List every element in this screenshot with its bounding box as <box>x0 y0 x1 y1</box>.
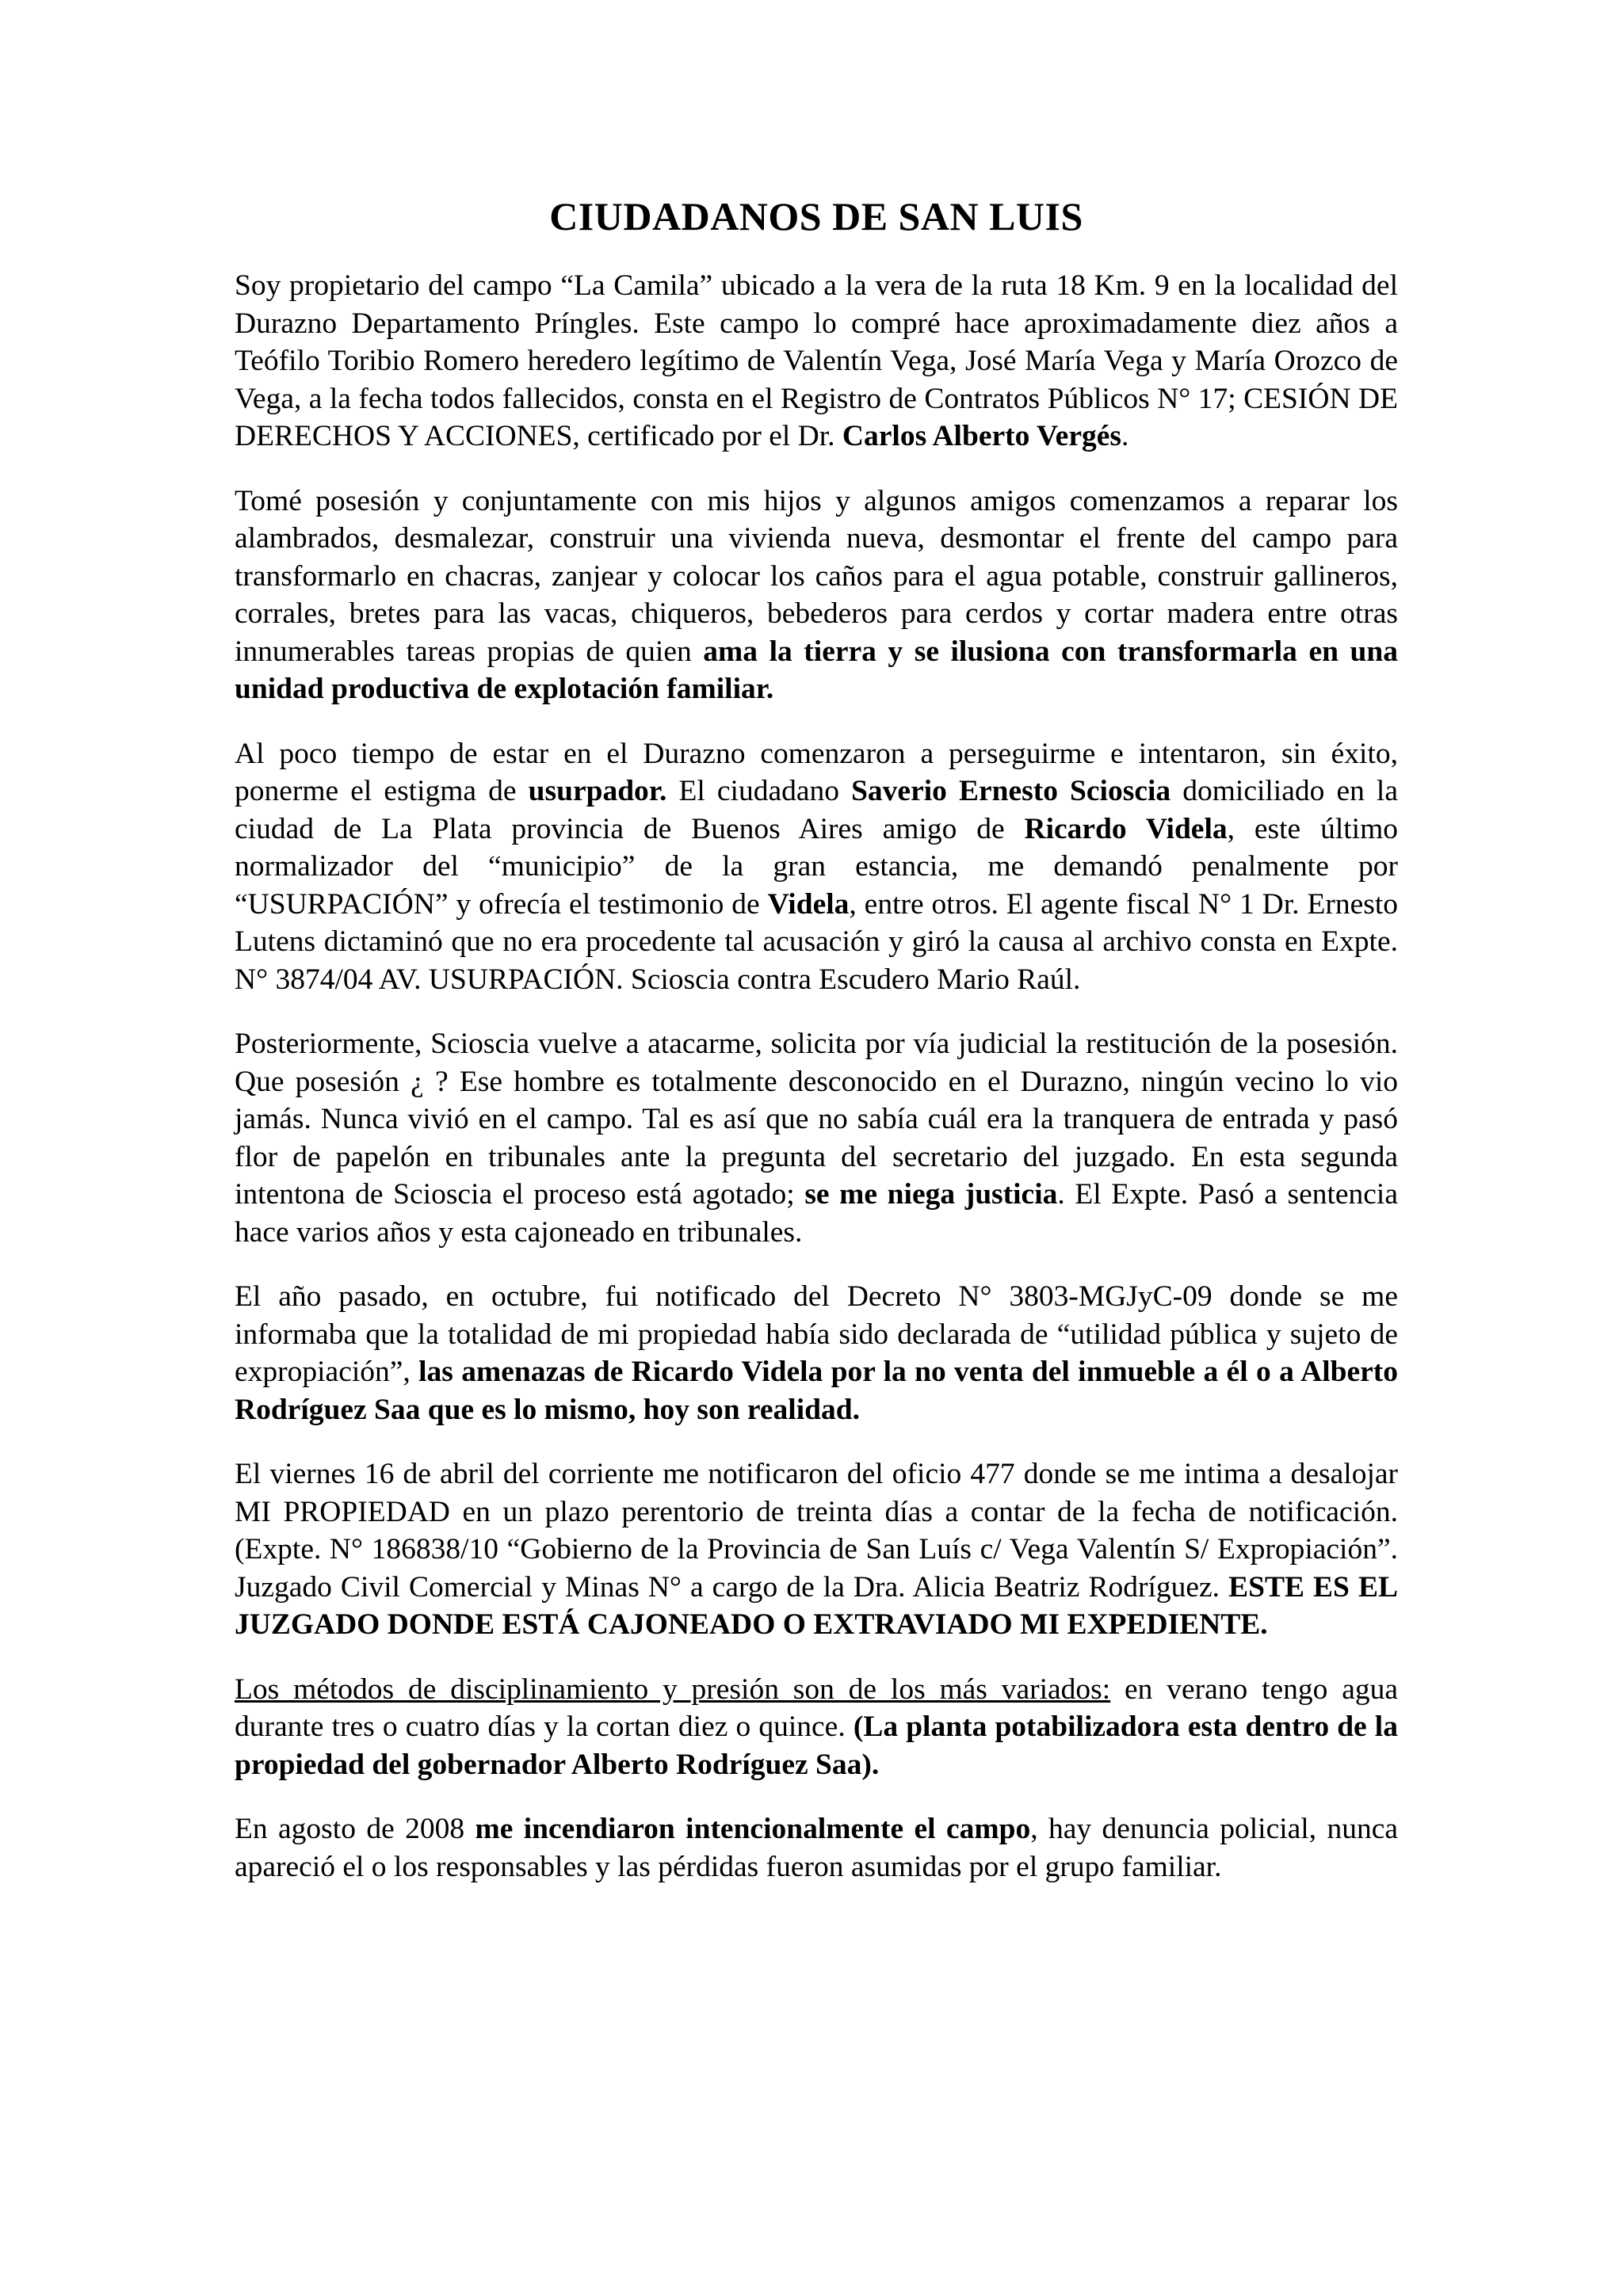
p3-text-1: Al poco tiempo de estar en el Durazno comenzaron a perseguirme e intentaron, sin éxito, ponerme el estigma de <box>235 737 1398 807</box>
p1-text-1: Soy propietario del campo “La Camila” ubicado a la vera de la ruta 18 Km. 9 en la localidad del Durazno Departamento Príngles. Este campo lo compré hace aproximadamente diez años a Teófilo Toribio Romero heredero legítimo de Valentín Vega, José María Vega y María Orozco de Vega, a la fecha todos fallecidos, consta en el Registro de Contratos Públicos N° 17; CESIÓN DE DERECHOS Y ACCIONES, certificado por el Dr. <box>235 269 1398 452</box>
paragraph-3 <box>235 735 1398 999</box>
p8-text-1: En agosto de 2008 <box>235 1813 475 1845</box>
p3-text-2: El ciudadano <box>666 775 852 807</box>
paragraph-1 <box>235 267 1398 456</box>
p8-text-2: , hay denuncia policial, nunca apareció el o los responsables y las pérdidas fueron asumidas por el grupo familiar. <box>235 1813 1399 1883</box>
p3-text-5: , entre otros. El agente fiscal N° 1 Dr. Ernesto Lutens dictaminó que no era procedente tal acusación y giró la causa al archivo consta en Expte. N° 3874/04 AV. USURPACIÓN. Scioscia contra Escudero Mario Raúl. <box>235 887 1398 996</box>
paragraph-5 <box>235 1278 1398 1428</box>
p3-text-4: , este último normalizador del “municipio” de la gran estancia, me demandó penalmente por “USURPACIÓN” y ofrecía el testimonio de <box>235 812 1398 921</box>
p6-bold-1: ESTE ES EL JUZGADO DONDE ESTÁ CAJONEADO O EXTRAVIADO MI EXPEDIENTE. <box>235 1570 1398 1641</box>
paragraph-8 <box>235 1810 1398 1886</box>
paragraph-6 <box>235 1455 1398 1644</box>
document-title: CIUDADANOS DE SAN LUIS <box>549 194 1083 238</box>
p2-text-1: Tomé posesión y conjuntamente con mis hijos y algunos amigos comenzamos a reparar los alambrados, desmalezar, construir una vivienda nueva, desmontar el frente del campo para transformarlo en chacras, zanjear y colocar los caños para el agua potable, construir gallineros, corrales, bretes para las vacas, chiqueros, bebederos para cerdos y cortar madera entre otras innumerables tareas propias de quien <box>235 484 1398 668</box>
p5-text-1: El año pasado, en octubre, fui notificado del Decreto N° 3803-MGJyC-09 donde se me informaba que la totalidad de mi propiedad había sido declarada de “utilidad pública y sujeto de expropiación”, <box>235 1280 1398 1388</box>
p3-bold-3: Ricardo Videla <box>1024 812 1228 845</box>
p8-bold-1: me incendiaron intencionalmente el campo <box>475 1813 1031 1845</box>
p7-bold-1: (La planta potabilizadora esta dentro de la propiedad del gobernador Alberto Rodríguez Saa). <box>235 1711 1398 1781</box>
p6-text-1: El viernes 16 de abril del corriente me notificaron del oficio 477 donde se me intima a desalojar MI PROPIEDAD en un plazo perentorio de treinta días a contar de la fecha de notificación. (Expte. N° 186838/10 “Gobierno de la Provincia de San Luís c/ Vega Valentín S/ Expropiación”. Juzgado Civil Comercial y Minas N° a cargo de la Dra. Alicia Beatriz Rodríguez. <box>235 1458 1398 1604</box>
paragraph-4 <box>235 1025 1398 1251</box>
p2-bold-1: ama la tierra y se ilusiona con transformarla en una unidad productiva de explotación familiar. <box>235 635 1398 705</box>
p1-bold-1: Carlos Alberto Vergés <box>842 420 1121 452</box>
p4-text-2: . El Expte. Pasó a sentencia hace varios años y esta cajoneado en tribunales. <box>235 1178 1398 1249</box>
paragraph-7 <box>235 1671 1398 1784</box>
p3-bold-1: usurpador. <box>528 775 667 807</box>
p3-text-3: domiciliado en la ciudad de La Plata provincia de Buenos Aires amigo de <box>235 775 1398 845</box>
p1-text-2: . <box>1121 420 1129 452</box>
p7-underline-1: Los métodos de disciplinamiento y presión son de los más variados: <box>235 1672 1111 1706</box>
p5-bold-1: las amenazas de Ricardo Videla por la no venta del inmueble a él o a Alberto Rodríguez Saa que es lo mismo, hoy son realidad. <box>235 1356 1398 1426</box>
paragraph-2 <box>235 482 1398 708</box>
p3-bold-2: Saverio Ernesto Scioscia <box>851 775 1171 807</box>
p4-bold-1: se me niega justicia <box>804 1178 1058 1211</box>
p3-bold-4: Videla <box>767 887 850 921</box>
p7-text-1: en verano tengo agua durante tres o cuatro días y la cortan diez o quince. <box>235 1672 1398 1743</box>
p4-text-1: Posteriormente, Scioscia vuelve a atacarme, solicita por vía judicial la restitución de la posesión. Que posesión ¿ ? Ese hombre es totalmente desconocido en el Durazno, ningún vecino lo vio jamás. Nunca vivió en el campo. Tal es así que no sabía cuál era la tranquera de entrada y pasó flor de papelón en tribunales ante la pregunta del secretario del juzgado. En esta segunda intentona de Scioscia el proceso está agotado; <box>235 1028 1398 1211</box>
